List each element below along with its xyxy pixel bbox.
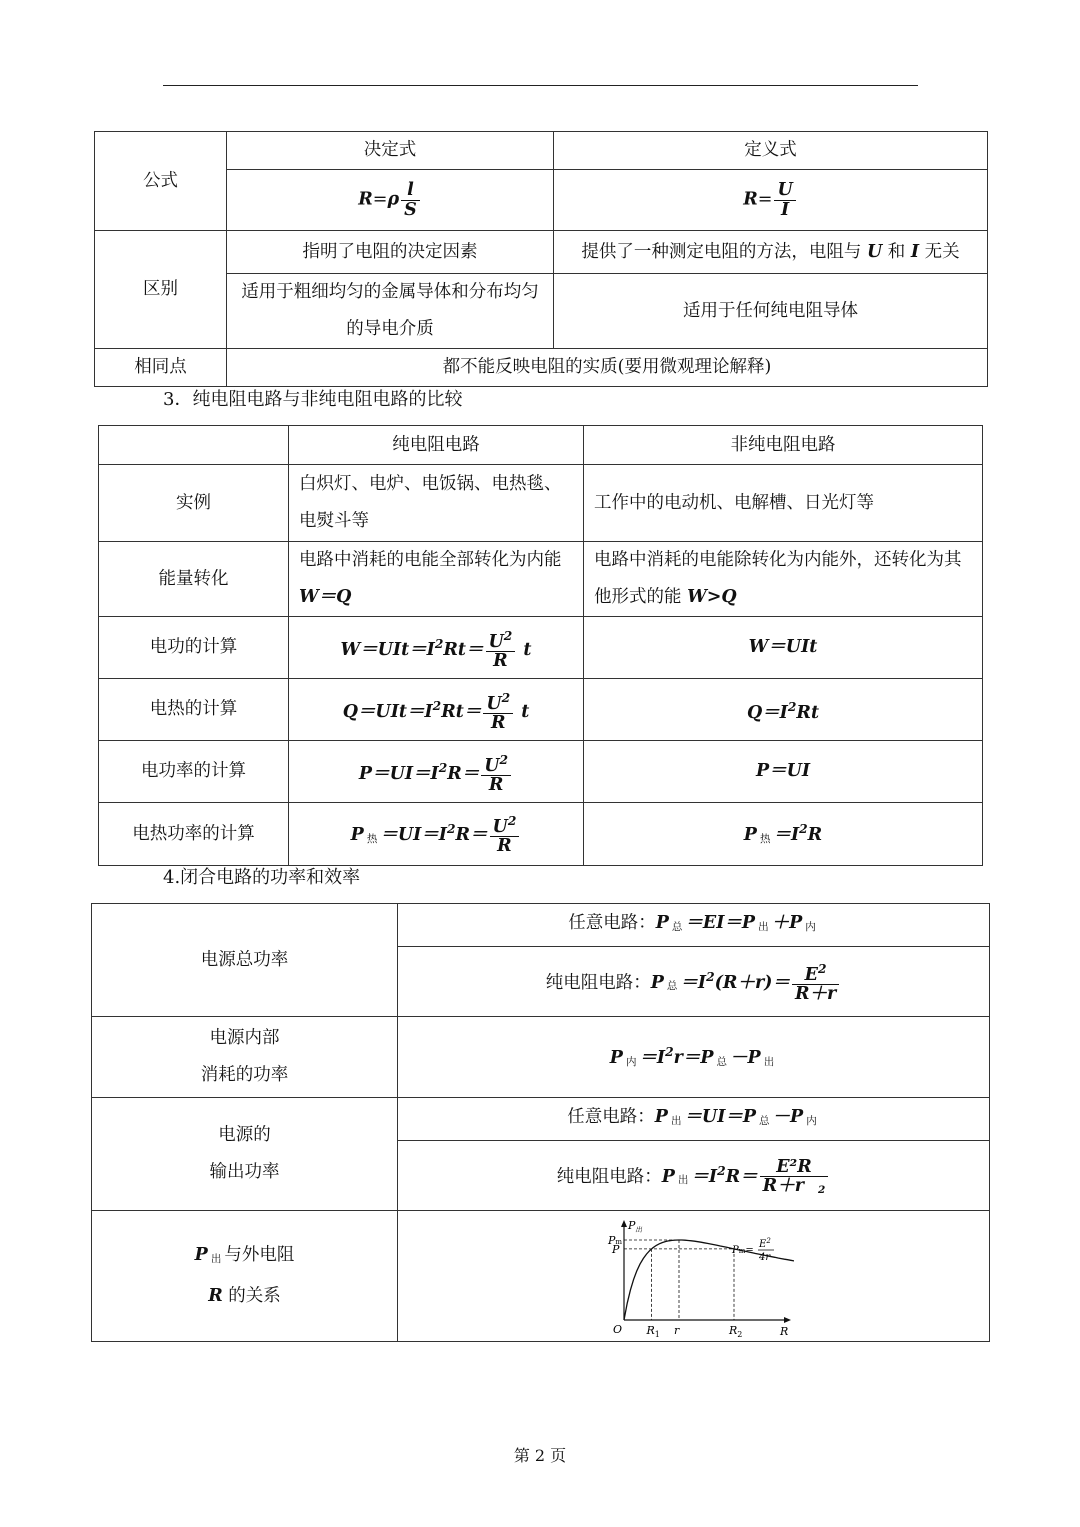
row-total-power: 电源总功率 <box>92 904 398 1017</box>
page-footer: 第 2 页 <box>513 1446 567 1465</box>
closed-circuit-power-table <box>91 903 990 1342</box>
example-nonpure: 工作中的电动机、电解槽、日光灯等 <box>584 465 983 542</box>
output-any: 任意电路：P 出 ＝UI＝P 总 －P 内 <box>398 1098 990 1141</box>
col-definition: 定义式 <box>554 132 988 170</box>
total-pure: 纯电阻电路：P 总 $=I^2(R+r)=$ $\frac{E^2}{R+r}$ <box>398 947 990 1017</box>
heat-nonpure: $Q=I^2Rt$ <box>584 679 983 741</box>
x-tick-r: r <box>673 1324 679 1337</box>
row-relation: P 出 与外电阻 R 的关系 <box>92 1211 398 1342</box>
heat-pure: $Q=UIt=I^2Rt=$ $\frac{U^2}{R}$ t <box>289 679 584 741</box>
power-vs-resistance-chart <box>594 1215 794 1337</box>
row-output-power: 电源的 输出功率 <box>92 1098 398 1211</box>
diff-definition-1: 提供了一种测定电阻的方法，电阻与 U 和 I 无关 <box>554 231 988 274</box>
corner-cell <box>99 426 289 465</box>
energy-pure: 电路中消耗的电能全部转化为内能 W＝Q <box>289 542 584 617</box>
row-heat: 电热的计算 <box>99 679 289 741</box>
section-3-title: 3．纯电阻电路与非纯电阻电路的比较 <box>163 389 463 410</box>
decisive-formula: R=ρ $\frac{l}{S}$ <box>227 170 554 231</box>
x-tick-R2: $R_2$ <box>728 1324 742 1337</box>
y-tick-P: P <box>611 1242 619 1256</box>
work-pure: $W=UIt=I^2Rt=$ $\frac{U^2}{R}$ t <box>289 617 584 679</box>
x-axis-arrow <box>784 1317 791 1323</box>
section-4-title: 4.闭合电路的功率和效率 <box>163 867 361 888</box>
row-example: 实例 <box>99 465 289 542</box>
col-decisive: 决定式 <box>227 132 554 170</box>
row-power: 电功率的计算 <box>99 741 289 803</box>
col-pure: 纯电阻电路 <box>289 426 584 465</box>
row-heatpower: 电热功率的计算 <box>99 803 289 866</box>
annotation-Pm: Pm= <box>731 1245 754 1256</box>
example-pure: 白炽灯、电炉、电饭锅、电热毯、电熨斗等 <box>289 465 584 542</box>
row-energy: 能量转化 <box>99 542 289 617</box>
x-axis-label: R <box>779 1325 788 1337</box>
y-axis-label-sub: 出 <box>634 1226 642 1234</box>
power-nonpure: P＝UI <box>584 741 983 803</box>
internal-formula: P 内 $=I^2r=P$ 总 －P 出 <box>398 1017 990 1098</box>
definition-formula: R= $\frac{U}{I}$ <box>554 170 988 231</box>
difference-label: 区别 <box>95 231 227 349</box>
diff-decisive-2: 适用于粗细均匀的金属导体和分布均匀的导电介质 <box>227 274 554 349</box>
power-curve-cell <box>398 1211 990 1342</box>
origin-label: O <box>612 1323 622 1336</box>
annotation-E2: $E^2$ <box>758 1237 771 1250</box>
energy-nonpure: 电路中消耗的电能除转化为内能外，还转化为其他形式的能 W>Q <box>584 542 983 617</box>
resistance-formula-table <box>94 131 988 387</box>
work-nonpure: W＝UIt <box>584 617 983 679</box>
col-nonpure: 非纯电阻电路 <box>584 426 983 465</box>
y-axis-label-P: P <box>627 1219 635 1232</box>
formula-label: 公式 <box>95 132 227 231</box>
diff-decisive-1: 指明了电阻的决定因素 <box>227 231 554 274</box>
diff-definition-2: 适用于任何纯电阻导体 <box>554 274 988 349</box>
y-axis-arrow <box>621 1220 627 1227</box>
same-label: 相同点 <box>95 349 227 387</box>
heatpower-nonpure: P 热 $=I^2R$ <box>584 803 983 866</box>
circuit-comparison-table <box>98 425 983 866</box>
heatpower-pure: P 热 $=UI=I^2R=$ $\frac{U^2}{R}$ <box>289 803 584 866</box>
output-pure: 纯电阻电路：P 出 $=I^2R=$ $\frac{\text{E²R}}{R+r 2}$ <box>398 1141 990 1211</box>
annotation-4r: 4r <box>758 1252 770 1263</box>
header-rule <box>163 85 918 86</box>
row-internal-power: 电源内部 消耗的功率 <box>92 1017 398 1098</box>
x-tick-R1: $R_1$ <box>646 1324 660 1337</box>
y-tick-Pm: Pm <box>607 1234 622 1247</box>
power-pure: $P=UI=I^2R=$ $\frac{U^2}{R}$ <box>289 741 584 803</box>
row-work: 电功的计算 <box>99 617 289 679</box>
total-any: 任意电路：P 总 ＝EI＝P 出 ＋P 内 <box>398 904 990 947</box>
same-text: 都不能反映电阻的实质(要用微观理论解释) <box>227 349 988 387</box>
